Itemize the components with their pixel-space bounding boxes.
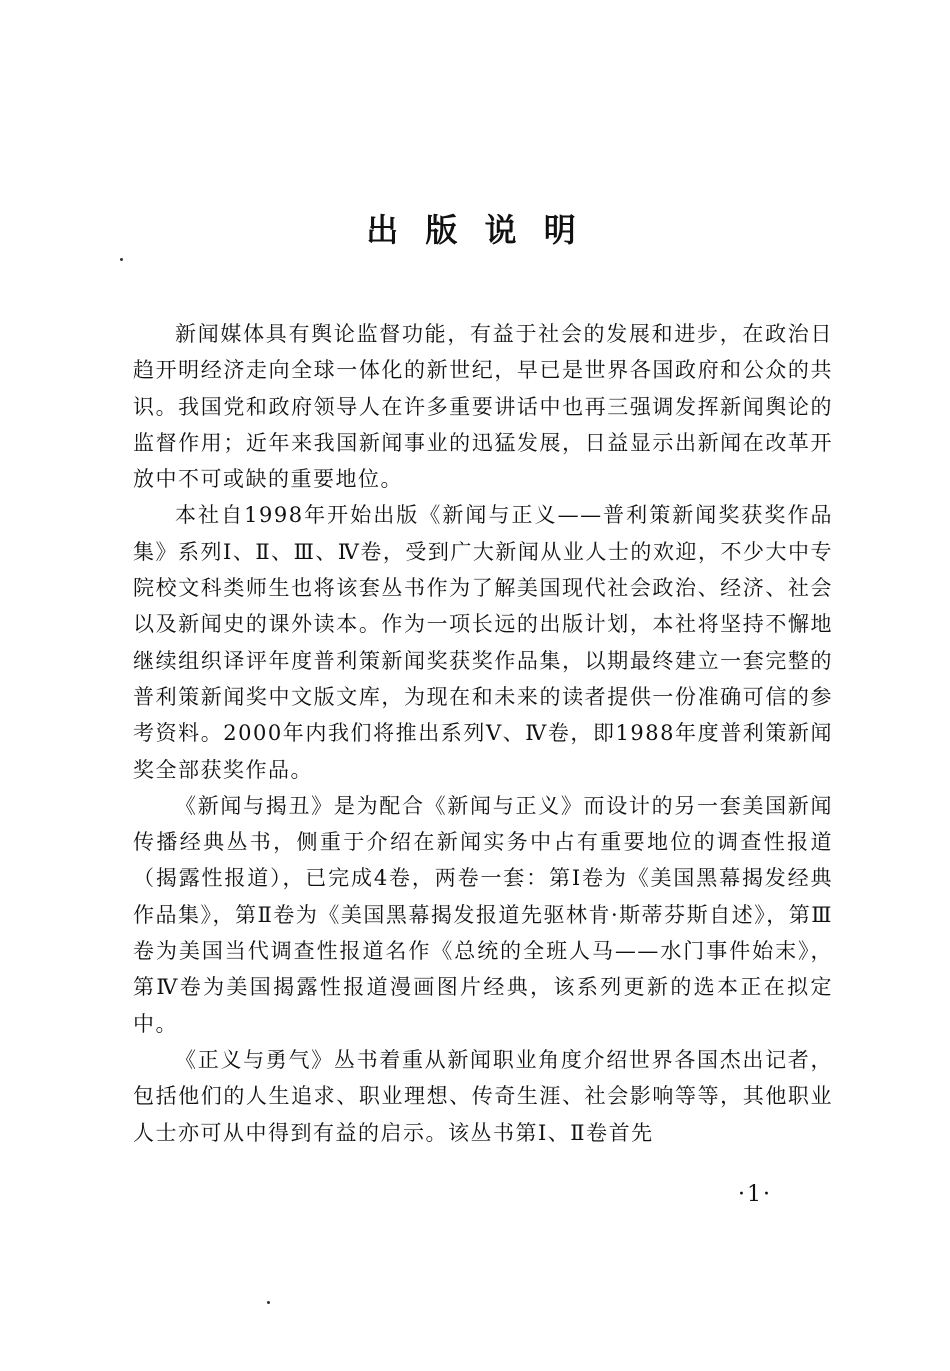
scan-speck	[267, 1301, 270, 1304]
scan-speck	[120, 258, 123, 261]
paragraph-2: 本社自1998年开始出版《新闻与正义——普利策新闻奖获奖作品集》系列Ⅰ、Ⅱ、Ⅲ、Ⅳ卷，受到广大新闻从业人士的欢迎，不少大中专院校文科类师生也将该套丛书作为了解美国现代社会政治、经济、社会以及新闻史的课外读本。作为一项长远的出版计划，本社将坚持不懈地继续组织译评年度普利策新闻奖获奖作品集，以期最终建立一套完整的普利策新闻奖中文版文库，为现在和未来的读者提供一份准确可信的参考资料。2000年内我们将推出系列Ⅴ、Ⅳ卷，即1988年度普利策新闻奖全部获奖作品。	[133, 503, 833, 782]
paragraph-1: 新闻媒体具有舆论监督功能，有益于社会的发展和进步，在政治日趋开明经济走向全球一体化的新世纪，早已是世界各国政府和公众的共识。我国党和政府领导人在许多重要讲话中也再三强调发挥新闻舆论的监督作用；近年来我国新闻事业的迅猛发展，日益显示出新闻在改革开放中不可或缺的重要地位。	[133, 322, 833, 492]
page-number: ·1·	[738, 1182, 772, 1207]
body-text	[133, 316, 833, 1151]
paragraph-3: 《新闻与揭丑》是为配合《新闻与正义》而设计的另一套美国新闻传播经典丛书，侧重于介绍在新闻实务中占有重要地位的调查性报道（揭露性报道），已完成4卷，两卷一套：第Ⅰ卷为《美国黑幕揭发经典作品集》，第Ⅱ卷为《美国黑幕揭发报道先驱林肯·斯蒂芬斯自述》，第Ⅲ卷为美国当代调查性报道名作《总统的全班人马——水门事件始末》，第Ⅳ卷为美国揭露性报道漫画图片经典，该系列更新的选本正在拟定中。	[133, 793, 833, 1036]
page-title: 出 版 说 明	[366, 211, 584, 249]
paragraph-4: 《正义与勇气》丛书着重从新闻职业角度介绍世界各国杰出记者，包括他们的人生追求、职业理想、传奇生涯、社会影响等等，其他职业人士亦可从中得到有益的启示。该丛书第Ⅰ、Ⅱ卷首先	[133, 1047, 833, 1145]
